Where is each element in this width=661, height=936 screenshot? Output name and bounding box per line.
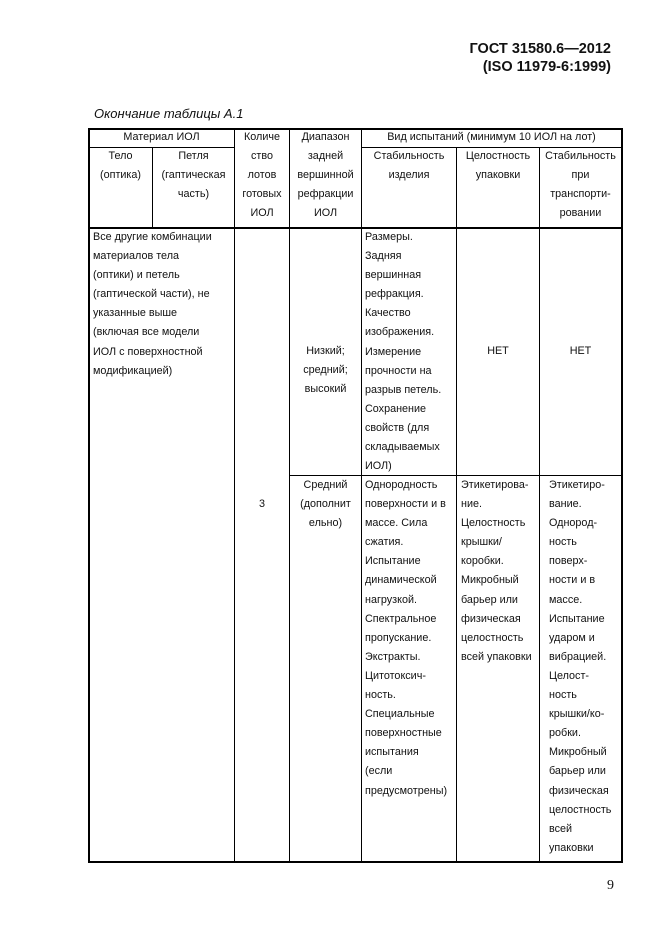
- row2-package-integrity: Этикетирова- ние. Целостность крышки/ коробки. Микробный барьер или физическая целостность всей упаковки: [461, 479, 532, 663]
- header-range: Диапазон задней вершинной рефракции ИОЛ: [297, 131, 354, 220]
- header-material-group: Материал ИОЛ: [123, 131, 200, 143]
- material-description: Все другие комбинации материалов тела (оптики) и петель (гаптической части), не указанные выше (включая все модели ИОЛ с поверхностной модификацией): [93, 231, 212, 377]
- row1-transport-stability: НЕТ: [569, 345, 592, 357]
- table-column-divider: [361, 128, 362, 863]
- row1-product-stability: Размеры. Задняя вершинная рефракция. Качество изображения. Измерение прочности на разрыв петель. Сохранение свойств (для складываемых ИОЛ): [365, 231, 442, 473]
- table-column-divider: [539, 147, 540, 863]
- iso-reference: (ISO 11979-6:1999): [482, 59, 611, 75]
- page-number: 9: [607, 878, 614, 893]
- table-left-border: [88, 128, 90, 863]
- header-package-integrity: Целостность упаковки: [465, 150, 531, 182]
- standard-number: ГОСТ 31580.6—2012: [469, 41, 611, 57]
- row2-product-stability: Однородность поверхности и в массе. Сила сжатия. Испытание динамической нагрузкой. Спектральное пропускание. Экстракты. Цитотоксич- ность. Специальные поверхностные испытания (если предусмотрены): [365, 479, 448, 797]
- table-column-divider: [456, 147, 457, 863]
- table-right-border: [621, 128, 623, 863]
- row2-range: Средний (дополнит ельно): [300, 479, 351, 530]
- row1-package-integrity: НЕТ: [487, 345, 509, 357]
- row1-range: Низкий; средний; высокий: [303, 345, 348, 396]
- table-bottom-border: [88, 861, 622, 863]
- header-product-stability: Стабильность изделия: [373, 150, 445, 182]
- header-test-group: Вид испытаний (минимум 10 ИОЛ на лот): [387, 131, 596, 143]
- row2-transport-stability: Этикетиро- вание. Однород- ность поверх- ности и в массе. Испытание ударом и вибрацией. Целост- ность крышки/ко- робки. Микробный барьер или физическая целостность всей упаковки: [549, 479, 612, 854]
- header-quantity: Количе ство лотов готовых ИОЛ: [242, 131, 282, 220]
- header-body: Тело (оптика): [100, 150, 141, 182]
- header-transport-stability: Стабильность при транспорти- ровании: [545, 150, 616, 220]
- table-caption: Окончание таблицы А.1: [94, 106, 244, 121]
- lot-quantity: 3: [258, 498, 265, 510]
- header-loop: Петля (гаптическая часть): [161, 150, 226, 201]
